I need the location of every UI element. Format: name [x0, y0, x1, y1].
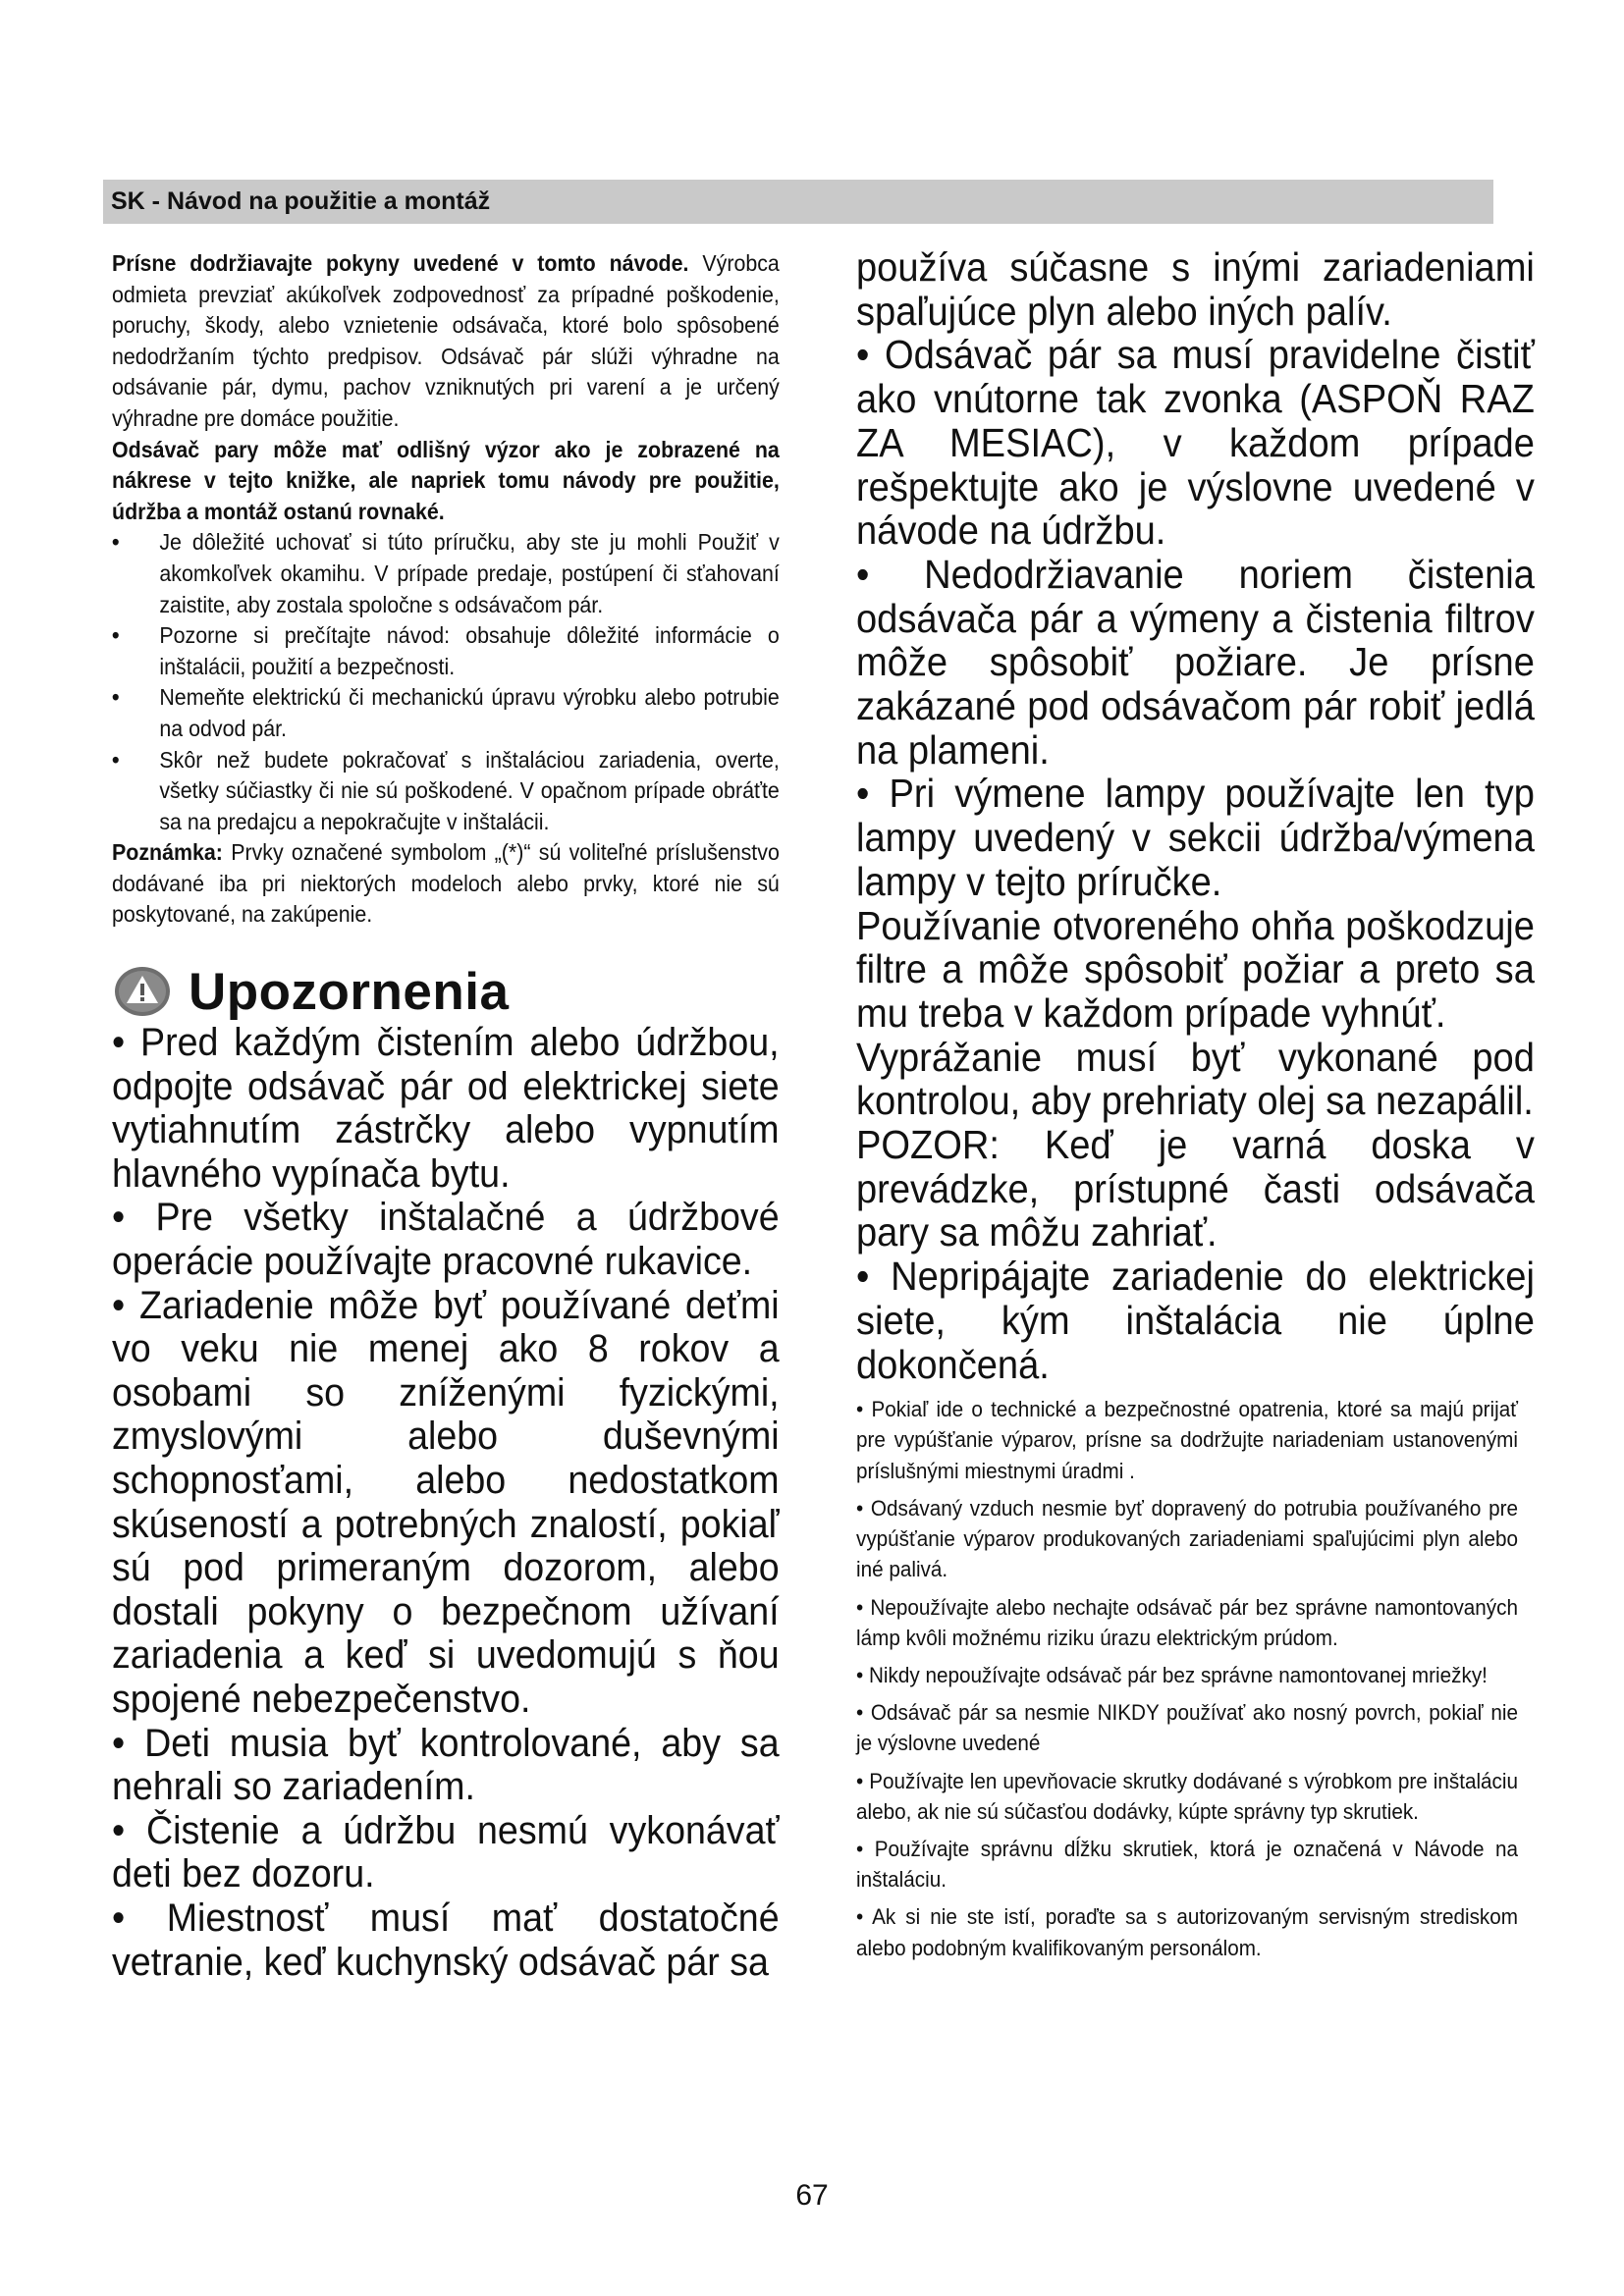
safety-item: • Ak si nie ste istí, poraďte sa s autorizovaným servisným strediskom alebo podobným kvalifikovaným personálom. — [856, 1904, 1518, 1960]
intro-block — [112, 248, 780, 931]
warning-item: POZOR: Keď je varná doska v prevádzke, prístupné časti odsávača pary sa môžu zahriať. — [856, 1122, 1535, 1255]
continued-warnings — [856, 245, 1535, 1386]
warning-item: • Pred každým čistením alebo údržbou, odpojte odsávač pár od elektrickej siete vytiahnutím zástrčky alebo vypnutím hlavného vypínača bytu. — [112, 1021, 780, 1196]
safety-item: • Odsávaný vzduch nesmie byť dopravený do potrubia používaného pre vypúšťanie výparov produkovaných zariadeniami spaľujúcimi plyn alebo iné palivá. — [856, 1495, 1518, 1582]
safety-notes — [856, 1394, 1518, 1962]
page-number: 67 — [795, 2179, 829, 2212]
section-title: SK - Návod na použitie a montáž — [111, 187, 491, 215]
warning-item: • Odsávač pár sa musí pravidelne čistiť ako vnútorne tak zvonka (ASPOŇ RAZ ZA MESIAC), v každom prípade rešpektujte ako je výslovne uvedené v návode na údržbu. — [856, 332, 1535, 554]
warning-item: • Miestnosť musí mať dostatočné vetranie, keď kuchynský odsávač pár sa — [112, 1896, 780, 1984]
safety-item: • Nepoužívajte alebo nechajte odsávač pár bez správne namontovaných lámp kvôli možnému riziku úrazu elektrickým prúdom. — [856, 1594, 1518, 1650]
warnings-title: Upozornenia — [189, 962, 510, 1021]
right-column — [856, 245, 1534, 1970]
warning-icon — [114, 966, 171, 1017]
warning-item: • Pre všetky inštalačné a údržbové operácie používajte pracovné rukavice. — [112, 1196, 780, 1284]
safety-item: • Odsávač pár sa nesmie NIKDY používať ako nosný povrch, pokiaľ nie je výslovne uvedené — [856, 1700, 1518, 1756]
warnings-heading — [112, 962, 780, 1021]
intro-bold: Prísne dodržiavajte pokyny uvedené v tomto návode. — [112, 250, 689, 276]
note-paragraph — [112, 837, 780, 931]
warning-item: • Pri výmene lampy používajte len typ lampy uvedený v sekcii údržba/výmena lampy v tejto príručke. — [856, 771, 1535, 904]
list-item: • Nemeňte elektrickú či mechanickú úpravu výrobku alebo potrubie na odvod pár. — [159, 682, 779, 744]
warning-item: používa súčasne s inými zariadeniami spaľujúce plyn alebo iných palív. — [856, 244, 1535, 334]
warning-item: Vyprážanie musí byť vykonané pod kontrolou, aby prehriaty olej sa nezapálil. — [856, 1034, 1535, 1124]
safety-item: • Používajte len upevňovacie skrutky dodávané s výrobkom pre inštaláciu alebo, ak nie sú súčasťou dodávky, kúpte správny typ skrutiek. — [856, 1768, 1518, 1824]
warning-item: • Nepripájajte zariadenie do elektrickej siete, kým inštalácia nie úplne dokončená. — [856, 1254, 1535, 1387]
note-label: Poznámka: — [112, 839, 223, 866]
list-item: • Pozorne si prečítajte návod: obsahuje dôležité informácie o inštalácii, použití a bezpečnosti. — [159, 620, 779, 682]
left-column — [112, 248, 780, 1984]
appearance-note: Odsávač pary môže mať odlišný výzor ako je zobrazené na nákrese v tejto knižke, ale napriek tomu návody pre použitie, údržba a montáž ostanú rovnaké. — [112, 436, 780, 524]
note-text: Prvky označené symbolom „(*)“ sú voliteľné príslušenstvo dodávané iba pri niektorých modeloch alebo prvky, ktoré nie sú poskytované, na zakúpenie. — [112, 839, 780, 928]
list-item: • Je dôležité uchovať si túto príručku, aby ste ju mohli Použiť v akomkoľvek okamihu. V prípade predaje, postúpení či sťahovaní zaistite, aby zostala spoločne s odsávačom pár. — [159, 527, 779, 620]
warning-item: • Deti musia byť kontrolované, aby sa nehrali so zariadením. — [112, 1721, 780, 1809]
warning-item: • Zariadenie môže byť používané deťmi vo veku nie menej ako 8 rokov a osobami so zníženými fyzickými, zmyslovými alebo duševnými schopnosťami, alebo nedostatkom skúseností a potrebných znalostí, pokiaľ sú pod primeraným dozorom, alebo dostali pokyny o bezpečnom užívaní zariadenia a keď si uvedomujú s ňou spojené nebezpečenstvo. — [112, 1283, 780, 1721]
warning-item: Používanie otvoreného ohňa poškodzuje filtre a môže spôsobiť požiar a preto sa mu treba v každom prípade vyhnúť. — [856, 902, 1535, 1036]
intro-text: Výrobca odmieta prevziať akúkoľvek zodpovednosť za prípadné poškodenie, poruchy, škody, alebo vznietenie odsávača, ktoré bolo spôsobené nedodržaním týchto predpisov. Odsávač pár slúži výhradne na odsávanie pár, dymu, pachov vzniknutých pri varení a je určený výhradne pre domáce použitie. — [112, 250, 780, 431]
warning-item: • Nedodržiavanie noriem čistenia odsávača pár a výmeny a čistenia filtrov môže spôsobiť požiare. Je prísne zakázané pod odsávačom pár robiť jedlá na plameni. — [856, 551, 1535, 773]
section-header — [103, 180, 1493, 224]
safety-item: • Nikdy nepoužívajte odsávač pár bez správne namontovanej mriežky! — [856, 1662, 1488, 1687]
warnings-block — [112, 1021, 780, 1984]
warning-item: • Čistenie a údržbu nesmú vykonávať deti bez dozoru. — [112, 1808, 780, 1896]
safety-item: • Používajte správnu dĺžku skrutiek, ktorá je označená v Návode na inštaláciu. — [856, 1836, 1518, 1893]
intro-paragraph — [112, 248, 780, 435]
list-item: • Skôr než budete pokračovať s inštaláciou zariadenia, overte, všetky súčiastky či nie sú poškodené. V opačnom prípade obráťte sa na predajcu a nepokračujte v inštalácii. — [159, 745, 779, 838]
instruction-list — [112, 527, 780, 837]
safety-item: • Pokiaľ ide o technické a bezpečnostné opatrenia, ktoré sa majú prijať pre vypúšťanie výparov, prísne sa dodržujte nariadeniam ustanovenými príslušnými miestnymi úradmi . — [856, 1397, 1518, 1483]
